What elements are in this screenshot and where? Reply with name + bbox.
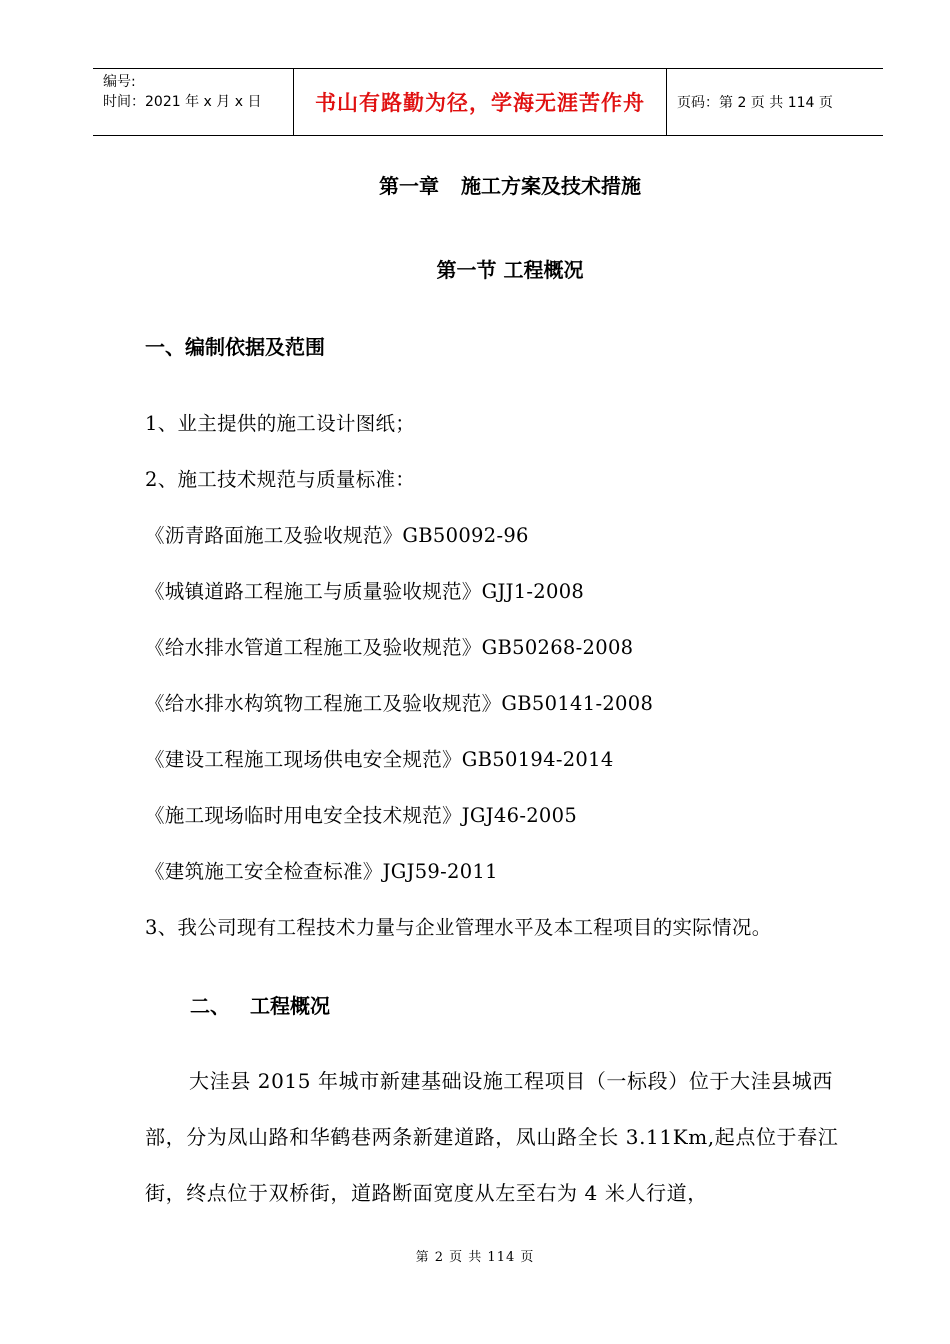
part2-heading-text: 工程概况 [250, 994, 330, 1018]
list-item: 2、施工技术规范与质量标准： [145, 468, 416, 491]
list-item: 《给水排水管道工程施工及验收规范》GB50268-2008 [145, 636, 634, 659]
list-item: 《建设工程施工现场供电安全规范》GB50194-2014 [145, 748, 614, 771]
header-left-cell [93, 69, 294, 135]
list-item: 《城镇道路工程施工与质量验收规范》GJJ1-2008 [145, 580, 585, 603]
chapter-name: 施工方案及技术措施 [461, 174, 641, 198]
list-item: 3、我公司现有工程技术力量与企业管理水平及本工程项目的实际情况。 [145, 916, 772, 939]
list-item: 《沥青路面施工及验收规范》GB50092-96 [145, 524, 529, 547]
chapter-title [0, 170, 950, 199]
part1-heading: 一、编制依据及范围 [145, 335, 325, 359]
header-motto: 书山有路勤为径，学海无涯苦作舟 [294, 69, 667, 135]
part2-body [145, 1053, 840, 1221]
part2-heading [190, 990, 330, 1019]
part2-body-text: 大洼县 2015 年城市新建基础设施工程项目（一标段）位于大洼县城西部，分为凤山路和华鹤巷两条新建道路，凤山路全长 3.11Km,起点位于春江街，终点位于双桥街，道路断面宽度从左至右为 4 米人行道， [145, 1069, 839, 1205]
page-footer: 第 2 页 共 114 页 [415, 1250, 535, 1265]
list-item: 《给水排水构筑物工程施工及验收规范》GB50141-2008 [145, 692, 654, 715]
list-item: 《建筑施工安全检查标准》JGJ59-2011 [145, 860, 498, 883]
header-page-label: 页码：第 2 页 共 114 页 [677, 95, 833, 111]
serial-label: 编号: [103, 74, 136, 90]
time-label: 时间：2021 年 x 月 x 日 [103, 94, 262, 110]
section-title: 第一节 工程概况 [436, 258, 584, 282]
chapter-number: 第一章 [379, 174, 439, 198]
list-item: 1、业主提供的施工设计图纸； [145, 412, 416, 435]
list-item: 《施工现场临时用电安全技术规范》JGJ46-2005 [145, 804, 578, 827]
part2-heading-number: 二、 [190, 994, 230, 1018]
page-header [93, 68, 883, 136]
